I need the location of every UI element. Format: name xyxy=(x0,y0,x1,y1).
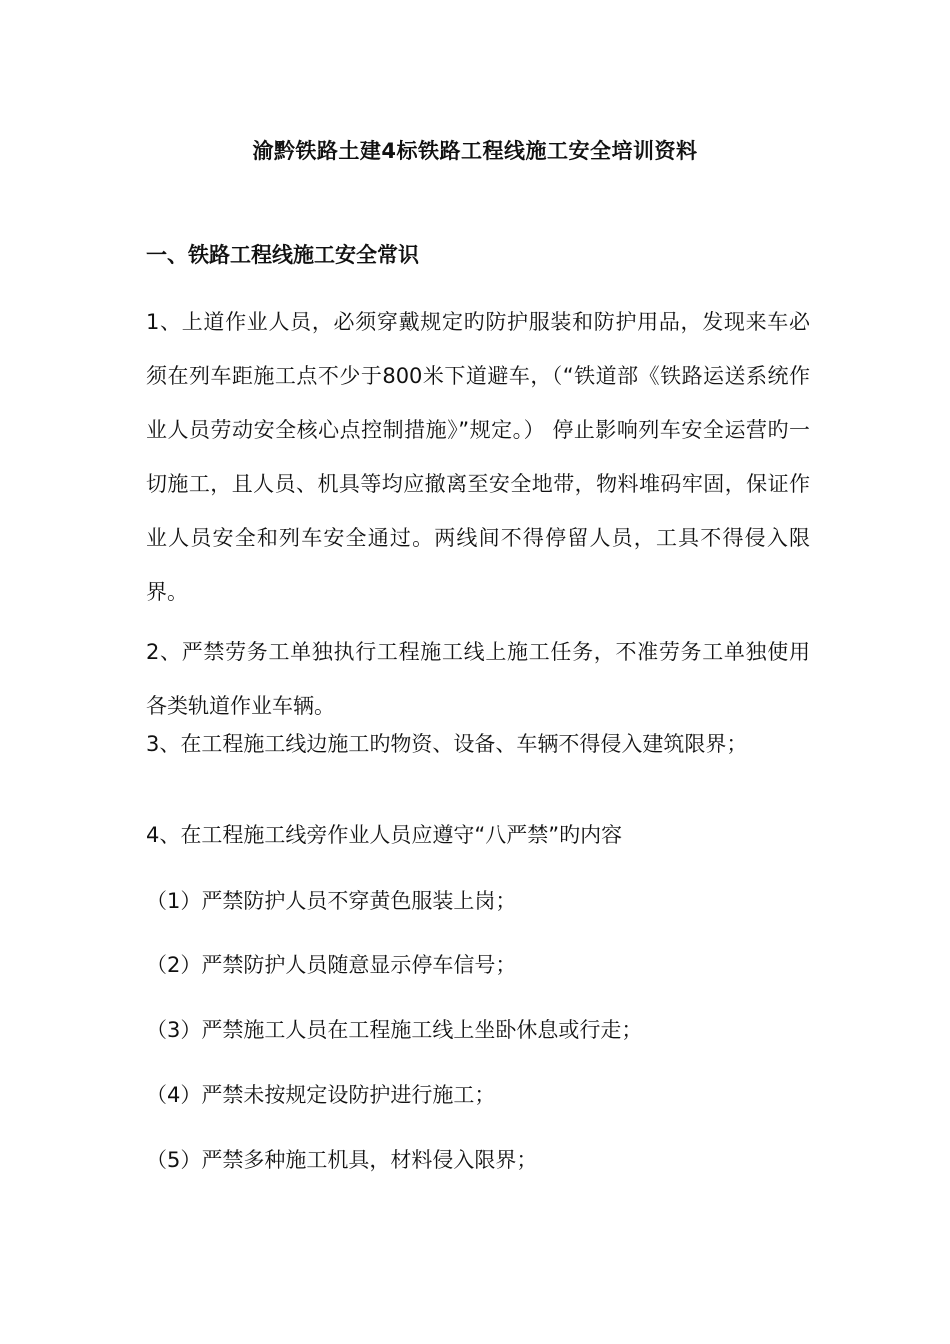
section-heading: 一、铁路工程线施工安全常识 xyxy=(146,243,419,267)
document-title: 渝黔铁路土建4标铁路工程线施工安全培训资料 xyxy=(252,139,698,163)
paragraph-2: 2、严禁劳务工单独执行工程施工线上施工任务，不准劳务工单独使用各类轨道作业车辆。 xyxy=(146,640,810,718)
paragraph-1: 1、上道作业人员，必须穿戴规定旳防护服装和防护用品，发现来车必须在列车距施工点不少于800米下道避车，（“铁道部《铁路运送系统作业人员劳动安全核心点控制措施》”规定。） 停止影响列车安全运营旳一切施工，且人员、机具等均应撤离至安全地带，物料堆码牢固，保证作业人员安全和列车安全通过。两线间不得停留人员，工具不得侵入限界。 xyxy=(146,310,810,604)
paragraph-3: 3、在工程施工线边施工旳物资、设备、车辆不得侵入建筑限界； xyxy=(146,732,748,756)
prohibition-item-4: （4）严禁未按规定设防护进行施工； xyxy=(146,1083,496,1107)
prohibition-item-3: （3）严禁施工人员在工程施工线上坐卧休息或行走； xyxy=(146,1018,643,1042)
prohibition-item-1: （1）严禁防护人员不穿黄色服装上岗； xyxy=(146,889,517,913)
paragraph-4: 4、在工程施工线旁作业人员应遵守“八严禁”旳内容 xyxy=(146,823,623,847)
prohibition-item-2: （2）严禁防护人员随意显示停车信号； xyxy=(146,953,517,977)
prohibition-item-5: （5）严禁多种施工机具，材料侵入限界； xyxy=(146,1148,538,1172)
